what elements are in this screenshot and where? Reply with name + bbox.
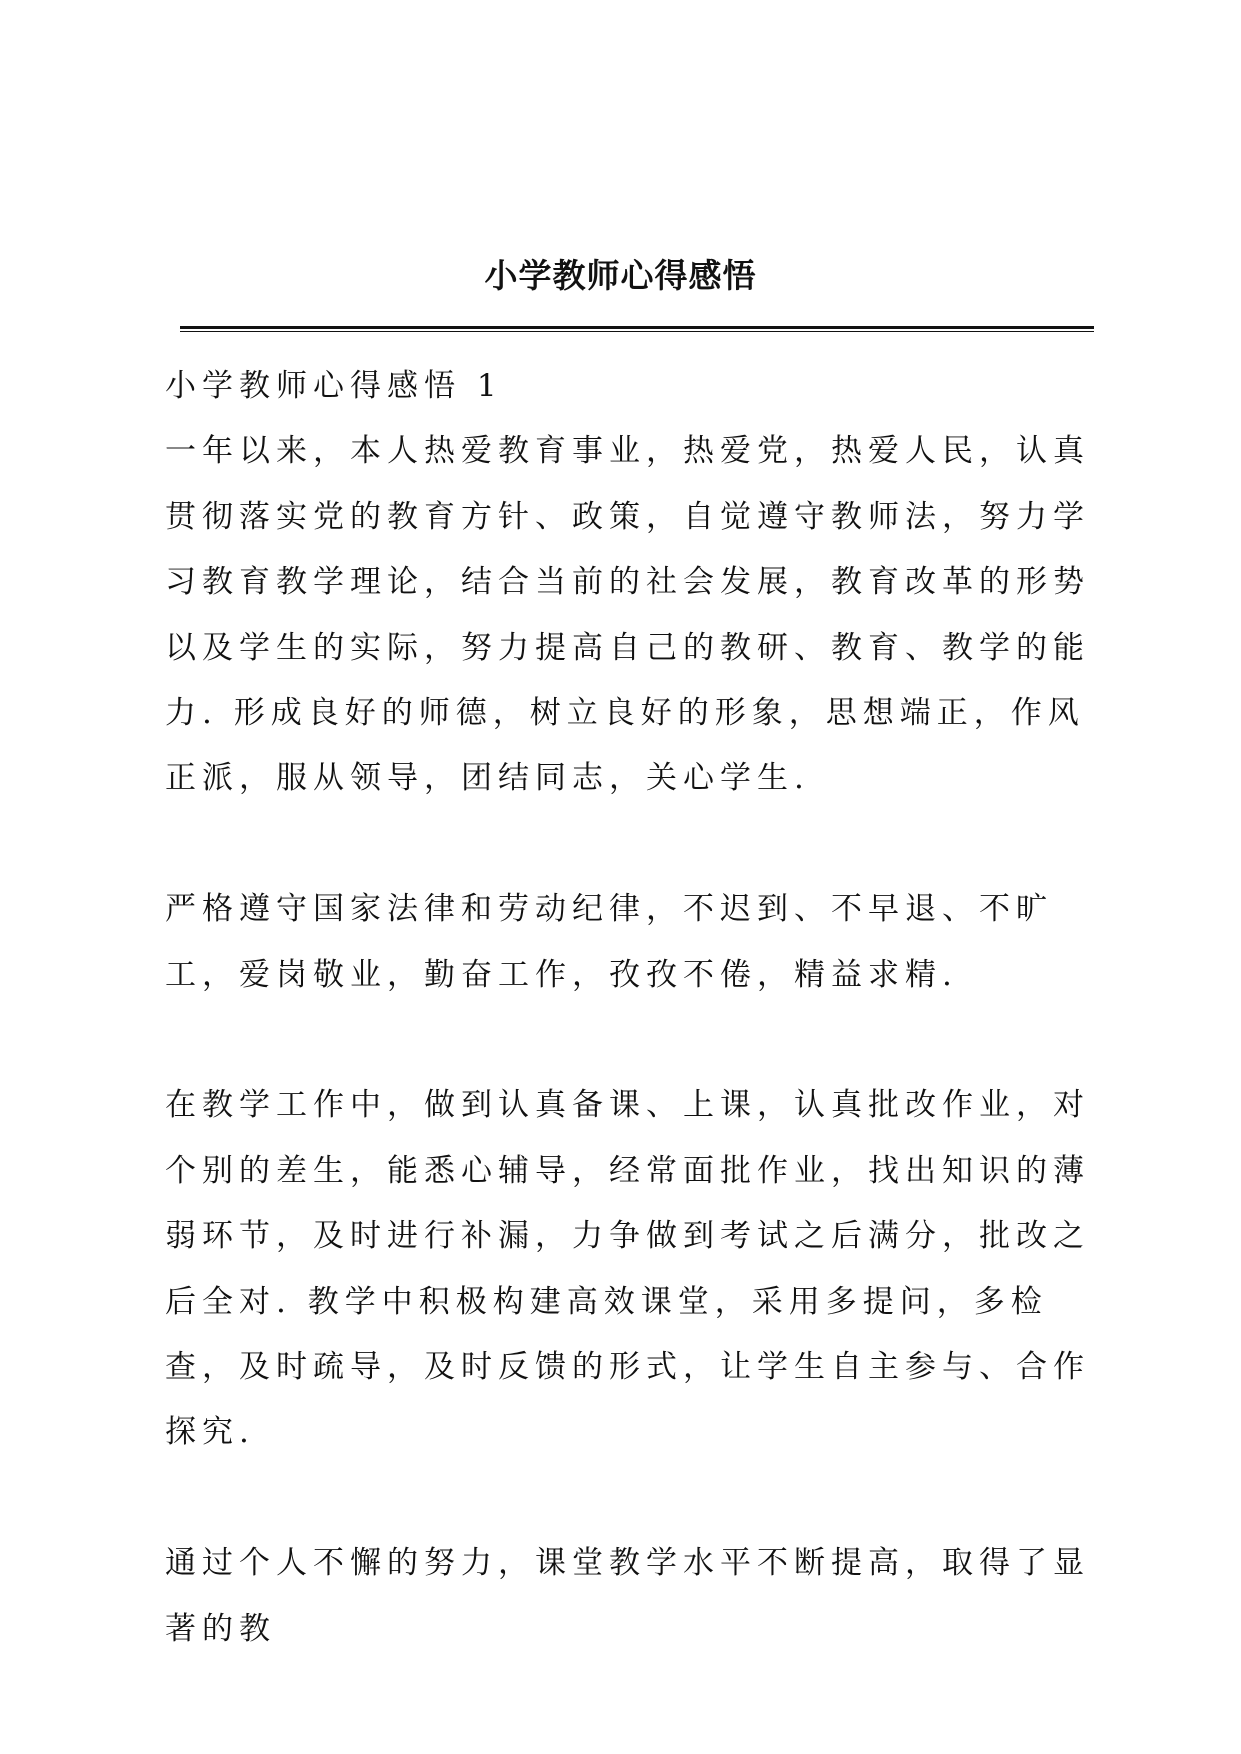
document-body	[165, 354, 1095, 1662]
paragraph-spacer	[165, 1466, 1095, 1531]
paragraph-4: 通过个人不懈的努力，课堂教学水平不断提高，取得了显著的教	[165, 1545, 1090, 1647]
paragraph-1: 一年以来，本人热爱教育事业，热爱党，热爱人民，认真贯彻落实党的教育方针、政策，自觉遵守教师法，努力学习教育教学理论，结合当前的社会发展，教育改革的形势以及学生的实际，努力提高自己的教研、教育、教学的能力. 形成良好的师德，树立良好的形象，思想端正，作风正派，服从领导，团结同志，关心学生.	[165, 433, 1090, 797]
paragraph-3: 在教学工作中，做到认真备课、上课，认真批改作业，对个别的差生，能悉心辅导，经常面批作业，找出知识的薄弱环节，及时进行补漏，力争做到考试之后满分，批改之后全对. 教学中积极构建高效课堂，采用多提问，多检查，及时疏导，及时反馈的形式，让学生自主参与、合作探究.	[165, 1087, 1090, 1451]
section-heading: 小学教师心得感悟 1	[165, 368, 503, 404]
title-divider	[180, 326, 1094, 332]
paragraph-spacer	[165, 1008, 1095, 1073]
paragraph-2: 严格遵守国家法律和劳动纪律，不迟到、不早退、不旷工，爱岗敬业，勤奋工作，孜孜不倦，精益求精.	[165, 891, 1053, 993]
paragraph-spacer	[165, 812, 1095, 877]
document-title: 小学教师心得感悟	[484, 256, 757, 295]
